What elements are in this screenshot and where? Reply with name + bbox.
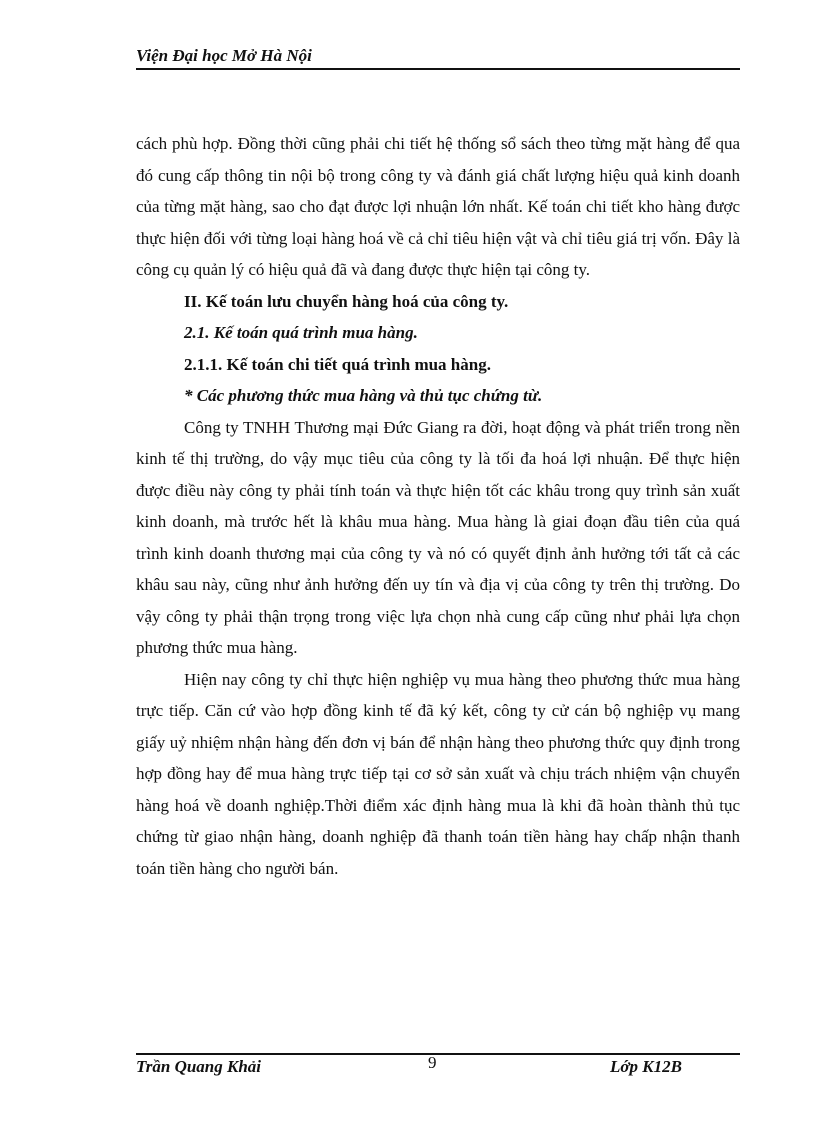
paragraph-intro: cách phù hợp. Đồng thời cũng phải chi tiết hệ thống sổ sách theo từng mặt hàng để qua đó cung cấp thông tin nội bộ trong công ty và đánh giá chất lượng hiệu quả kinh doanh của từng mặt hàng, sao cho đạt được lợi nhuận lớn nhất. Kế toán chi tiết kho hàng được thực hiện đối với từng loại hàng hoá về cả chỉ tiêu hiện vật và chỉ tiêu giá trị vốn. Đây là công cụ quản lý có hiệu quả đã và đang được thực hiện tại công ty. [136,134,740,279]
header-title: Viện Đại học Mở Hà Nội [136,46,312,65]
item-heading: * Các phương thức mua hàng và thủ tục chứng từ. [184,386,543,405]
page-number: 9 [428,1053,437,1072]
section-heading: II. Kế toán lưu chuyển hàng hoá của công ty. [184,291,509,311]
footer-author: Trần Quang Khải [136,1057,262,1076]
paragraph-company: Công ty TNHH Thương mại Đức Giang ra đời, hoạt động và phát triển trong nền kinh tế thị trường, do vậy mục tiêu của công ty là tối đa hoá lợi nhuận. Để thực hiện được điều này công ty phải tính toán và thực hiện tốt các khâu trong quy trình sản xuất kinh doanh, mà trước hết là khâu mua hàng. Mua hàng là giai đoạn đầu tiên của quá trình kinh doanh thương mại của công ty và nó có quyết định ảnh hưởng tới tất cả các khâu sau này, cũng như ảnh hưởng đến uy tín và địa vị của công ty trên thị trường. Do vậy công ty phải thận trọng trong việc lựa chọn nhà cung cấp cũng như phải lựa chọn phương thức mua hàng. [136,417,740,657]
document-body [136,128,740,884]
footer-divider [136,1053,740,1055]
page-header [136,40,740,70]
paragraph-purchasing: Hiện nay công ty chỉ thực hiện nghiệp vụ mua hàng theo phương thức mua hàng trực tiếp. Căn cứ vào hợp đồng kinh tế đã ký kết, công ty cử cán bộ nghiệp vụ mang giấy uỷ nhiệm nhận hàng đến đơn vị bán để nhận hàng theo phương thức quy định trong hợp đồng hay để mua hàng trực tiếp tại cơ sở sản xuất và chịu trách nhiệm vận chuyển hàng hoá về doanh nghiệp.Thời điểm xác định hàng mua là khi đã hoàn thành thủ tục chứng từ giao nhận hàng, doanh nghiệp đã thanh toán tiền hàng hay chấp nhận thanh toán tiền hàng cho người bán. [136,669,740,878]
subsection-heading: 2.1. Kế toán quá trình mua hàng. [184,323,418,342]
footer-class: Lớp K12B [610,1057,682,1076]
subsubsection-heading: 2.1.1. Kế toán chi tiết quá trình mua hàng. [184,354,491,374]
